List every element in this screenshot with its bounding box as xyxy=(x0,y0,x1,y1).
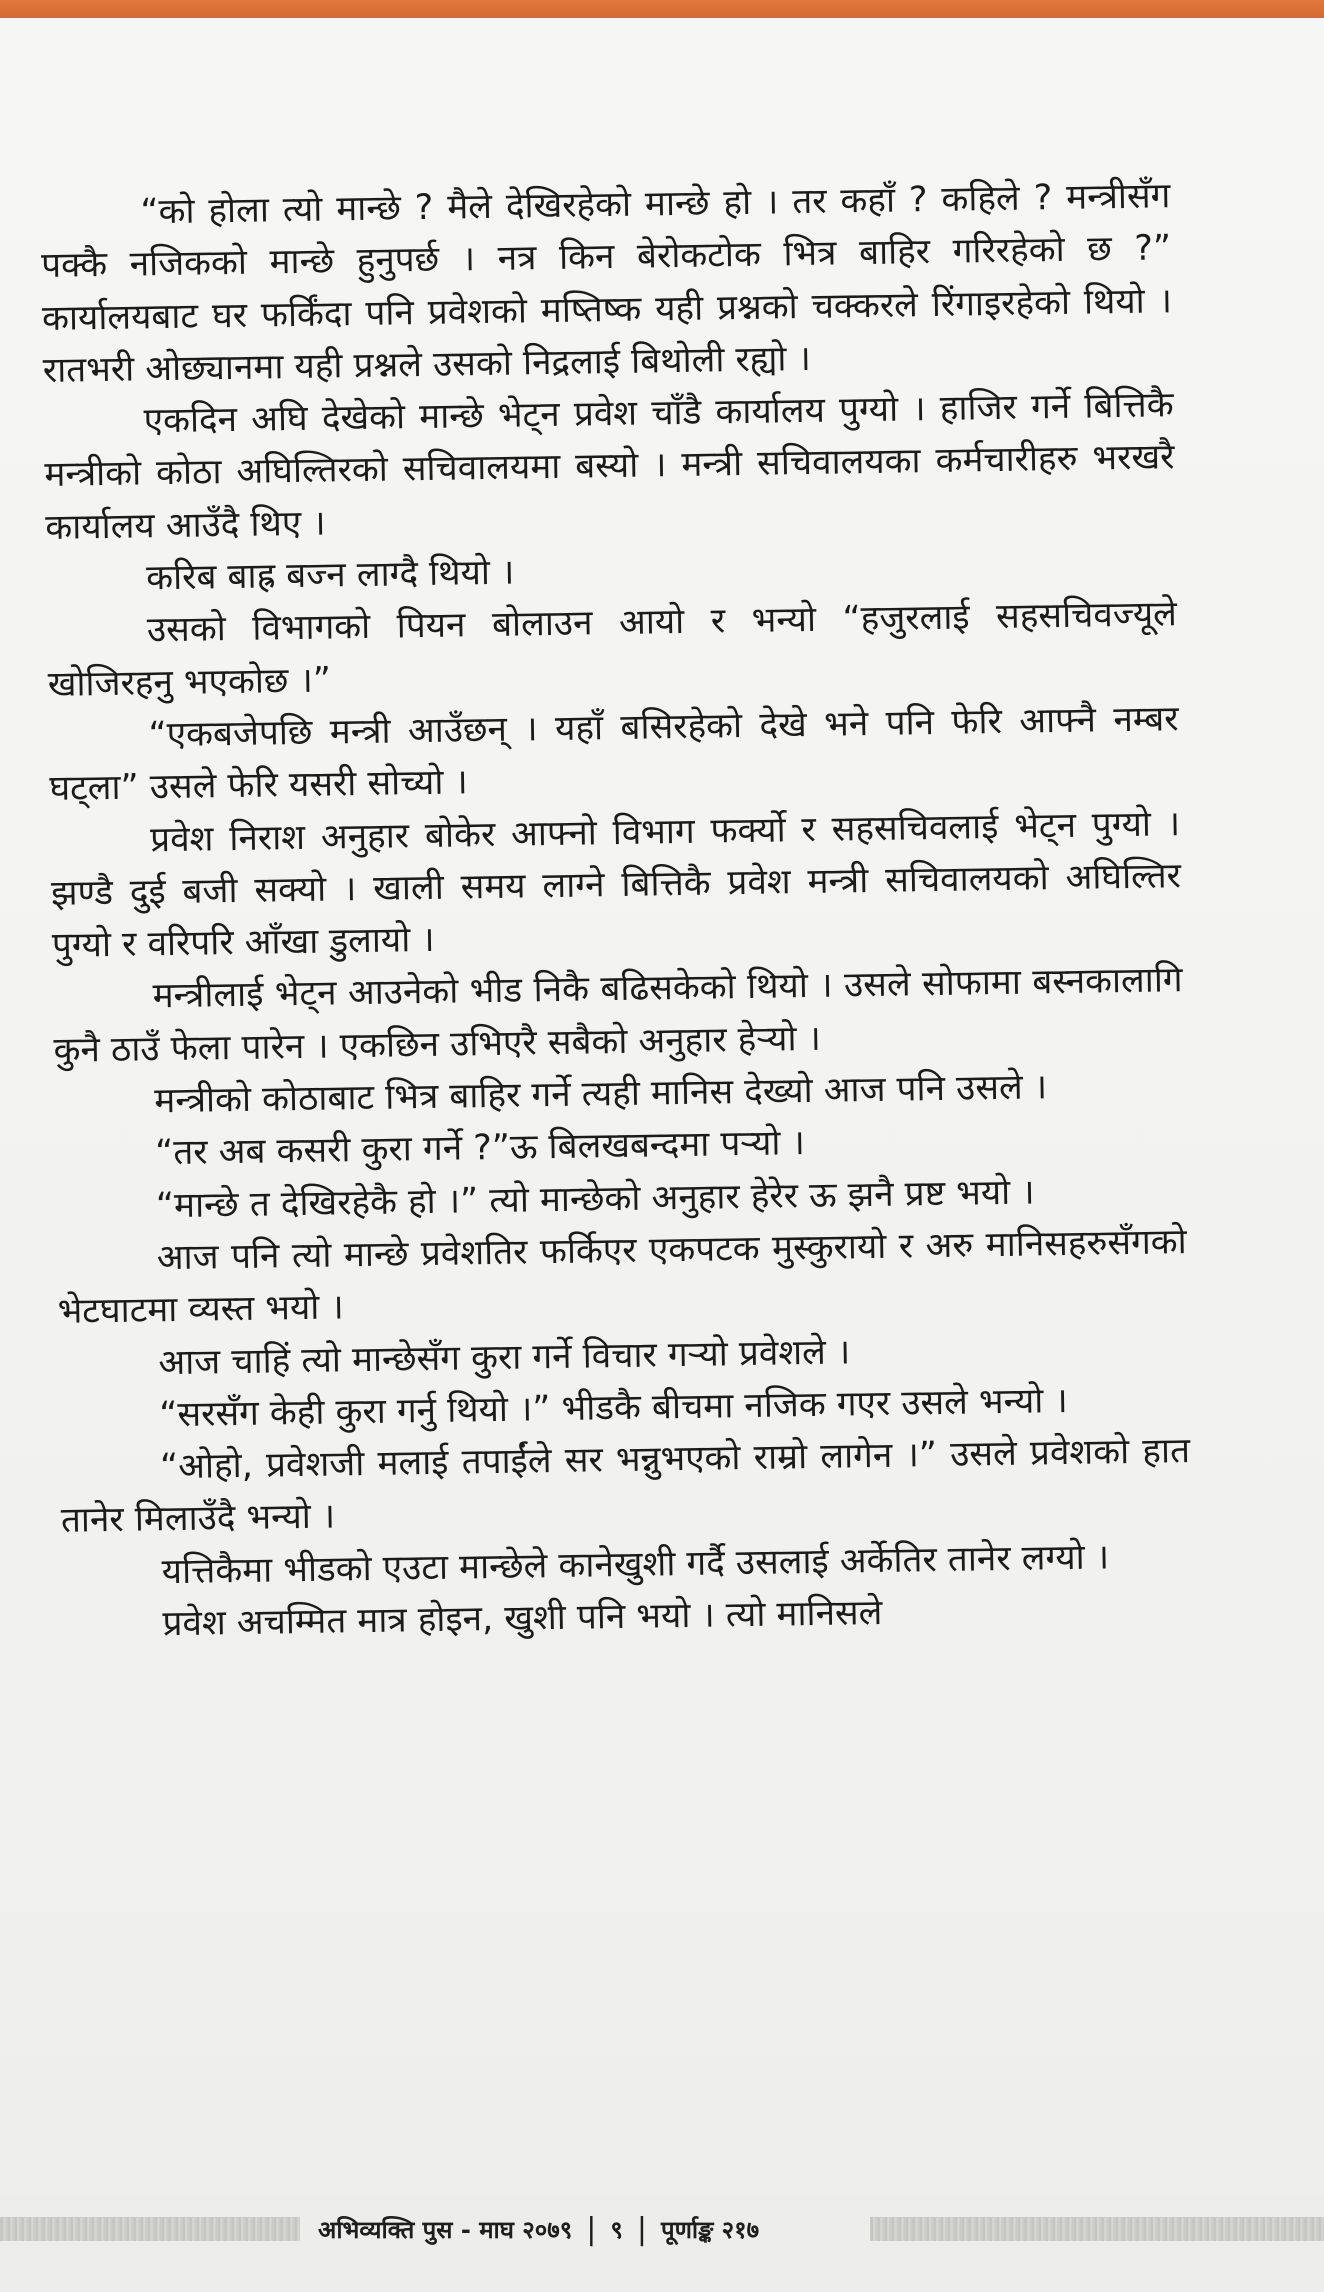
footer-texture-right xyxy=(870,2217,1324,2241)
footer-separator: | xyxy=(636,2211,647,2247)
paragraph: “मान्छे त देखिरहेकै हो ।” त्यो मान्छेको अनुहार हेरेर ऊ झनै प्रष्ट भयो । xyxy=(155,1172,1035,1226)
paragraph: यत्तिकैमा भीडको एउटा मान्छेले कानेखुशी गर्दै उसलाई अर्केतिर तानेर लग्यो । xyxy=(161,1537,1110,1592)
top-color-strip xyxy=(0,0,1324,18)
publication-name: अभिव्यक्ति पुस - माघ २०७९ xyxy=(318,2215,573,2244)
page-number: ९ xyxy=(610,2215,623,2244)
footer-caption xyxy=(318,2211,759,2247)
paragraph: उसको विभागको पियन बोलाउन आयो र भन्यो “हजुरलाई सहसचिवज्यूले खोजिरहनु भएकोछ ।” xyxy=(47,594,1178,705)
paragraph: आज पनि त्यो मान्छे प्रवेशतिर फर्किएर एकपटक मुस्कुरायो र अरु मानिसहरुसँगको भेटघाटमा व्यस्त भयो । xyxy=(57,1222,1188,1333)
paragraph: एकदिन अघि देखेको मान्छे भेट्न प्रवेश चाँडै कार्यालय पुग्यो । हाजिर गर्ने बित्तिकै मन्त्रीको कोठा अघिल्तिरको सचिवालयमा बस्यो । मन्त्री सचिवालयका कर्मचारीहरु भरखरै कार्यालय आउँदै थिए । xyxy=(44,385,1175,548)
paragraph: प्रवेश निराश अनुहार बोकेर आफ्नो विभाग फर्क्यो र सहसचिवलाई भेट्न पुग्यो । झण्डै दुई बजी सक्यो । खाली समय लाग्ने बित्तिकै प्रवेश मन्त्री सचिवालयको अघिल्तिर पुग्यो र वरिपरि आँखा डुलायो । xyxy=(50,803,1182,967)
paragraph: प्रवेश अचम्मित मात्र होइन, खुशी पनि भयो । त्यो मानिसले xyxy=(162,1592,883,1645)
paragraph: “सरसँग केही कुरा गर्नु थियो ।” भीडकै बीचमा नजिक गएर उसले भन्यो । xyxy=(158,1380,1068,1436)
page-footer xyxy=(0,2205,1324,2253)
book-page xyxy=(0,18,1324,2198)
paragraph: मन्त्रीको कोठाबाट भित्र बाहिर गर्ने त्यही मानिस देख्यो आज पनि उसले । xyxy=(154,1067,1048,1122)
paragraph: आज चाहिं त्यो मान्छेसँग कुरा गर्ने विचार गर्‍यो प्रवेशले । xyxy=(158,1331,851,1383)
paragraph: “ओहो, प्रवेशजी मलाई तपाईंले सर भन्नुभएको राम्रो लागेन ।” उसले प्रवेशको हात तानेर मिलाउँदै भन्यो । xyxy=(60,1431,1191,1542)
paragraph: “एकबजेपछि मन्त्री आउँछन् । यहाँ बसिरहेको देखे भने पनि फेरि आफ्नै नम्बर घट्ला” उसले फेरि यसरी सोच्यो । xyxy=(49,699,1179,810)
footer-texture-left xyxy=(0,2217,300,2241)
issue-number: पूर्णाङ्क २१७ xyxy=(660,2215,760,2244)
paragraph: करिब बाह्र बज्न लाग्दै थियो । xyxy=(145,552,515,599)
paragraph: “तर अब कसरी कुरा गर्ने ?”ऊ बिलखबन्दमा पर्‍यो । xyxy=(154,1123,806,1174)
footer-separator: | xyxy=(586,2211,597,2247)
paragraph: “को होला त्यो मान्छे ? मैले देखिरहेको मान्छे हो । तर कहाँ ? कहिले ? मन्त्रीसँग पक्कै नजिकको मान्छे हुनुपर्छ । नत्र किन बेरोकटोक भित्र बाहिर गरिरहेको छ ?” कार्यालयबाट घर फर्किंदा पनि प्रवेशको मष्तिष्क यही प्रश्नको चक्करले रिंगाइरहेको थियो । रातभरी ओछ्यानमा यही प्रश्नले उसको निद्रलाई बिथोली रह्यो । xyxy=(40,176,1173,391)
story-text xyxy=(40,170,1193,1652)
paragraph: मन्त्रीलाई भेट्न आउनेको भीड निकै बढिसकेको थियो । उसले सोफामा बस्नकालागि कुनै ठाउँ फेला पारेन । एकछिन उभिएरै सबैको अनुहार हेर्‍यो । xyxy=(53,960,1183,1071)
